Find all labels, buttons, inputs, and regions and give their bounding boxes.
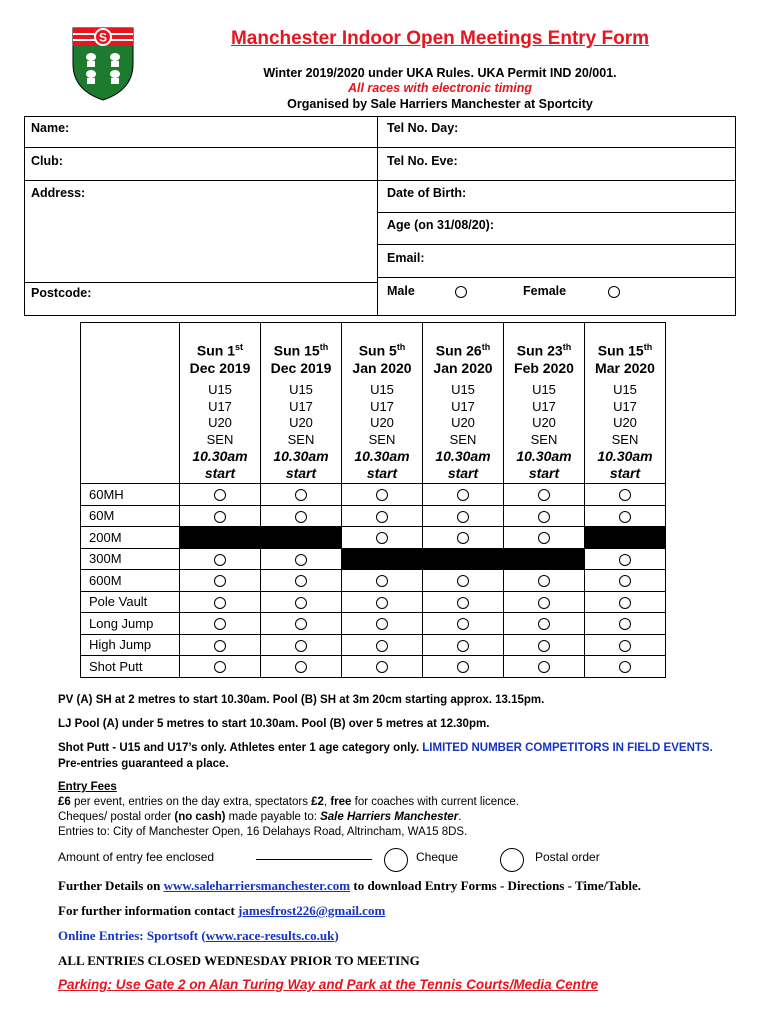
- age-group: U15: [289, 382, 313, 397]
- age-group: SEN: [449, 431, 477, 447]
- age-group: U20: [289, 415, 313, 430]
- online-entries-line: Online Entries: Sportsoft (www.race-results.co.uk): [58, 928, 339, 943]
- male-label: Male: [387, 284, 415, 298]
- start-time: 10.30am: [435, 448, 491, 464]
- event-entry-cell[interactable]: [504, 634, 585, 656]
- event-entry-cell[interactable]: [504, 613, 585, 635]
- event-unavailable-cell: [585, 527, 666, 549]
- meeting-month: Dec 2019: [189, 359, 251, 376]
- permit-line: Winter 2019/2020 under UKA Rules. UKA Permit IND 20/001.: [263, 66, 617, 80]
- event-entry-cell[interactable]: [180, 613, 261, 635]
- table-row: [81, 634, 666, 656]
- event-entry-cell[interactable]: [261, 656, 342, 678]
- event-name: Pole Vault: [81, 591, 180, 613]
- entry-radio[interactable]: [619, 597, 631, 609]
- age-group: SEN: [287, 431, 315, 447]
- website-link[interactable]: www.saleharriersmanchester.com: [163, 878, 351, 893]
- entry-radio[interactable]: [376, 532, 388, 544]
- event-name: 300M: [81, 548, 180, 570]
- name-field[interactable]: Name:: [31, 121, 70, 135]
- entries-to-line: Entries to: City of Manchester Open, 16 Delahays Road, Altrincham, WA15 8DS.: [58, 826, 468, 838]
- entry-radio[interactable]: [619, 575, 631, 587]
- age-group: U17: [289, 398, 313, 414]
- table-row: [81, 656, 666, 678]
- event-name: Shot Putt: [81, 656, 180, 678]
- table-row: [81, 505, 666, 527]
- entry-radio[interactable]: [214, 661, 226, 673]
- email-field[interactable]: Email:: [387, 251, 425, 265]
- meeting-month: Jan 2020: [352, 359, 412, 376]
- meeting-month: Dec 2019: [270, 359, 332, 376]
- event-entry-cell[interactable]: [423, 613, 504, 635]
- entry-radio[interactable]: [214, 554, 226, 566]
- entry-radio[interactable]: [214, 597, 226, 609]
- events-table: [80, 322, 666, 678]
- event-entry-cell[interactable]: [261, 570, 342, 592]
- age-group: U20: [613, 415, 637, 430]
- athlete-details-box: [24, 116, 736, 316]
- event-unavailable-cell: [423, 548, 504, 570]
- event-entry-cell[interactable]: [342, 527, 423, 549]
- entry-radio[interactable]: [376, 489, 388, 501]
- entry-radio[interactable]: [619, 489, 631, 501]
- entry-radio[interactable]: [457, 489, 469, 501]
- start-time: 10.30am: [597, 448, 653, 464]
- event-name: 60M: [81, 505, 180, 527]
- event-entry-cell[interactable]: [342, 591, 423, 613]
- meeting-column-header: Sun 5th Jan 2020 U15 U17 U20 SEN 10.30am start: [342, 323, 423, 484]
- event-entry-cell[interactable]: [180, 591, 261, 613]
- entry-radio[interactable]: [295, 511, 307, 523]
- dob-field[interactable]: Date of Birth:: [387, 186, 467, 200]
- event-unavailable-cell: [180, 527, 261, 549]
- event-unavailable-cell: [342, 548, 423, 570]
- event-entry-cell[interactable]: [585, 656, 666, 678]
- start-time: 10.30am: [354, 448, 410, 464]
- event-entry-cell[interactable]: [261, 634, 342, 656]
- meeting-day: Sun 15: [273, 342, 320, 359]
- meeting-day: Sun 26: [435, 342, 482, 359]
- entry-radio[interactable]: [538, 597, 550, 609]
- event-entry-cell[interactable]: [180, 656, 261, 678]
- entry-radio[interactable]: [538, 489, 550, 501]
- event-unavailable-cell: [261, 527, 342, 549]
- entry-radio[interactable]: [457, 532, 469, 544]
- age-group: U17: [451, 398, 475, 414]
- fees-line: £6 per event, entries on the day extra, spectators £2, free for coaches with current licence.: [58, 796, 519, 808]
- start-time: 10.30am: [273, 448, 329, 464]
- meeting-column-header: Sun 15th Dec 2019 U15 U17 U20 SEN 10.30am start: [261, 323, 342, 484]
- event-entry-cell[interactable]: [342, 570, 423, 592]
- entry-radio[interactable]: [376, 575, 388, 587]
- age-group: U20: [451, 415, 475, 430]
- long-jump-note: LJ Pool (A) under 5 metres to start 10.30am. Pool (B) over 5 metres at 12.30pm.: [58, 718, 490, 730]
- event-entry-cell[interactable]: [504, 484, 585, 506]
- event-entry-cell[interactable]: [504, 591, 585, 613]
- event-name: 60MH: [81, 484, 180, 506]
- event-entry-cell[interactable]: [585, 484, 666, 506]
- meeting-column-header: Sun 26th Jan 2020 U15 U17 U20 SEN 10.30am start: [423, 323, 504, 484]
- age-group: SEN: [530, 431, 558, 447]
- event-entry-cell[interactable]: [180, 634, 261, 656]
- entry-fees-heading: Entry Fees: [58, 781, 117, 793]
- event-entry-cell[interactable]: [261, 505, 342, 527]
- postal-order-radio[interactable]: [500, 848, 524, 872]
- age-group: SEN: [368, 431, 396, 447]
- entry-radio[interactable]: [457, 618, 469, 630]
- entry-radio[interactable]: [214, 575, 226, 587]
- pole-vault-note: PV (A) SH at 2 metres to start 10.30am. Pool (B) SH at 3m 20cm starting approx. 13.15pm.: [58, 694, 545, 706]
- event-entry-cell[interactable]: [342, 484, 423, 506]
- closing-notice: ALL ENTRIES CLOSED WEDNESDAY PRIOR TO MEETING: [58, 953, 420, 968]
- table-corner-cell: [81, 323, 180, 484]
- event-entry-cell[interactable]: [180, 548, 261, 570]
- event-entry-cell[interactable]: [423, 505, 504, 527]
- entry-radio[interactable]: [457, 597, 469, 609]
- entry-radio[interactable]: [376, 618, 388, 630]
- club-field[interactable]: Club:: [31, 154, 63, 168]
- address-field[interactable]: Address:: [31, 186, 86, 200]
- entry-radio[interactable]: [295, 640, 307, 652]
- event-entry-cell[interactable]: [585, 570, 666, 592]
- postcode-field[interactable]: Postcode:: [31, 286, 92, 300]
- female-radio[interactable]: [608, 286, 620, 298]
- entry-radio[interactable]: [457, 511, 469, 523]
- tel-day-field[interactable]: Tel No. Day:: [387, 121, 459, 135]
- age-group: U15: [613, 382, 637, 397]
- meeting-column-header: Sun 1st Dec 2019 U15 U17 U20 SEN 10.30am start: [180, 323, 261, 484]
- event-entry-cell[interactable]: [261, 613, 342, 635]
- parking-note: Parking: Use Gate 2 on Alan Turing Way and Park at the Tennis Courts/Media Centre: [58, 977, 599, 992]
- event-entry-cell[interactable]: [504, 505, 585, 527]
- event-unavailable-cell: [504, 548, 585, 570]
- entry-radio[interactable]: [538, 575, 550, 587]
- age-group: U15: [208, 382, 232, 397]
- entry-radio[interactable]: [295, 554, 307, 566]
- meeting-month: Feb 2020: [514, 359, 574, 376]
- cheque-radio[interactable]: [384, 848, 408, 872]
- age-group: U17: [613, 398, 637, 414]
- entry-fees-section: [58, 780, 718, 840]
- logo-letter: S: [98, 30, 108, 45]
- event-entry-cell[interactable]: [423, 527, 504, 549]
- amount-row: [58, 846, 718, 870]
- meeting-day: Sun 1: [196, 342, 236, 359]
- entry-radio[interactable]: [214, 640, 226, 652]
- entry-radio[interactable]: [457, 575, 469, 587]
- event-entry-cell[interactable]: [504, 656, 585, 678]
- meeting-month: Jan 2020: [433, 359, 493, 376]
- entry-radio[interactable]: [538, 511, 550, 523]
- age-group: U20: [532, 415, 556, 430]
- entry-radio[interactable]: [457, 640, 469, 652]
- age-group: U20: [208, 415, 232, 430]
- event-entry-cell[interactable]: [342, 656, 423, 678]
- entry-radio[interactable]: [376, 511, 388, 523]
- event-entry-cell[interactable]: [342, 613, 423, 635]
- event-entry-cell[interactable]: [423, 484, 504, 506]
- male-radio[interactable]: [455, 286, 467, 298]
- entry-radio[interactable]: [376, 640, 388, 652]
- table-row: [81, 484, 666, 506]
- event-entry-cell[interactable]: [585, 613, 666, 635]
- entry-radio[interactable]: [538, 640, 550, 652]
- entry-radio[interactable]: [619, 618, 631, 630]
- age-group: U17: [532, 398, 556, 414]
- timing-line: All races with electronic timing: [347, 81, 533, 95]
- event-entry-cell[interactable]: [423, 656, 504, 678]
- table-row: [81, 591, 666, 613]
- entry-radio[interactable]: [619, 554, 631, 566]
- entry-radio[interactable]: [214, 618, 226, 630]
- table-row: [81, 570, 666, 592]
- start-time: 10.30am: [192, 448, 248, 464]
- entry-radio[interactable]: [295, 661, 307, 673]
- cheque-line: Cheques/ postal order (no cash) made payable to: Sale Harriers Manchester.: [58, 811, 462, 823]
- age-group: U15: [370, 382, 394, 397]
- table-row: [81, 613, 666, 635]
- shot-putt-note: Shot Putt - U15 and U17’s only. Athletes enter 1 age category only. LIMITED NUMBER COMPETITORS IN FIELD EVENTS. Pre-entries guaranteed a place.: [58, 742, 713, 770]
- event-entry-cell[interactable]: [585, 548, 666, 570]
- age-field[interactable]: Age (on 31/08/20):: [387, 218, 494, 232]
- entry-radio[interactable]: [295, 489, 307, 501]
- table-row: [81, 548, 666, 570]
- event-entry-cell[interactable]: [423, 570, 504, 592]
- amount-input-line[interactable]: [256, 859, 372, 860]
- event-entry-cell[interactable]: [180, 484, 261, 506]
- entry-radio[interactable]: [619, 661, 631, 673]
- meeting-column-header: Sun 23th Feb 2020 U15 U17 U20 SEN 10.30am start: [504, 323, 585, 484]
- event-entry-cell[interactable]: [342, 634, 423, 656]
- age-group: U17: [208, 398, 232, 414]
- entry-radio[interactable]: [538, 661, 550, 673]
- table-row: [81, 527, 666, 549]
- event-entry-cell[interactable]: [342, 505, 423, 527]
- further-details-line: Further Details on www.saleharriersmanchester.com to download Entry Forms - Directions - Time/Table.: [58, 878, 642, 893]
- event-entry-cell[interactable]: [423, 634, 504, 656]
- entry-radio[interactable]: [619, 511, 631, 523]
- age-group: SEN: [206, 431, 234, 447]
- event-entry-cell[interactable]: [504, 527, 585, 549]
- postal-order-label: Postal order: [535, 850, 600, 864]
- entry-radio[interactable]: [295, 575, 307, 587]
- event-name: 600M: [81, 570, 180, 592]
- entry-radio[interactable]: [538, 618, 550, 630]
- entry-radio[interactable]: [295, 597, 307, 609]
- email-link[interactable]: jamesfrost226@gmail.com: [238, 903, 386, 918]
- cheque-label: Cheque: [416, 850, 459, 864]
- event-name: 200M: [81, 527, 180, 549]
- event-entry-cell[interactable]: [261, 484, 342, 506]
- event-entry-cell[interactable]: [180, 570, 261, 592]
- female-label: Female: [523, 284, 567, 298]
- entry-radio[interactable]: [214, 511, 226, 523]
- contact-line: For further information contact jamesfrost226@gmail.com: [58, 903, 386, 918]
- event-name: High Jump: [81, 634, 180, 656]
- meeting-day: Sun 5: [358, 342, 397, 359]
- meeting-column-header: Sun 15th Mar 2020 U15 U17 U20 SEN 10.30am start: [585, 323, 666, 484]
- entry-radio[interactable]: [457, 661, 469, 673]
- event-entry-cell[interactable]: [261, 548, 342, 570]
- start-time: 10.30am: [516, 448, 572, 464]
- tel-eve-field[interactable]: Tel No. Eve:: [387, 154, 458, 168]
- event-entry-cell[interactable]: [261, 591, 342, 613]
- entry-radio[interactable]: [538, 532, 550, 544]
- entry-radio[interactable]: [376, 661, 388, 673]
- event-name: Long Jump: [81, 613, 180, 635]
- age-group: U15: [451, 382, 475, 397]
- club-crest-logo: [68, 24, 138, 102]
- meeting-day: Sun 15: [597, 342, 644, 359]
- entry-radio[interactable]: [295, 618, 307, 630]
- meeting-month: Mar 2020: [595, 359, 655, 376]
- amount-label: Amount of entry fee enclosed: [58, 850, 215, 864]
- age-group: SEN: [611, 431, 639, 447]
- organiser-line: Organised by Sale Harriers Manchester at Sportcity: [287, 97, 593, 111]
- entry-radio[interactable]: [376, 597, 388, 609]
- age-group: U15: [532, 382, 556, 397]
- age-group: U17: [370, 398, 394, 414]
- meeting-day: Sun 23: [516, 342, 563, 359]
- event-entry-cell[interactable]: [585, 634, 666, 656]
- entry-radio[interactable]: [619, 640, 631, 652]
- form-title: Manchester Indoor Open Meetings Entry Form: [230, 28, 650, 49]
- event-entry-cell[interactable]: [585, 505, 666, 527]
- age-group: U20: [370, 415, 394, 430]
- event-entry-cell[interactable]: [423, 591, 504, 613]
- event-entry-cell[interactable]: [180, 505, 261, 527]
- event-entry-cell[interactable]: [585, 591, 666, 613]
- event-entry-cell[interactable]: [504, 570, 585, 592]
- race-results-link[interactable]: www.race-results.co.uk: [205, 928, 335, 943]
- entry-radio[interactable]: [214, 489, 226, 501]
